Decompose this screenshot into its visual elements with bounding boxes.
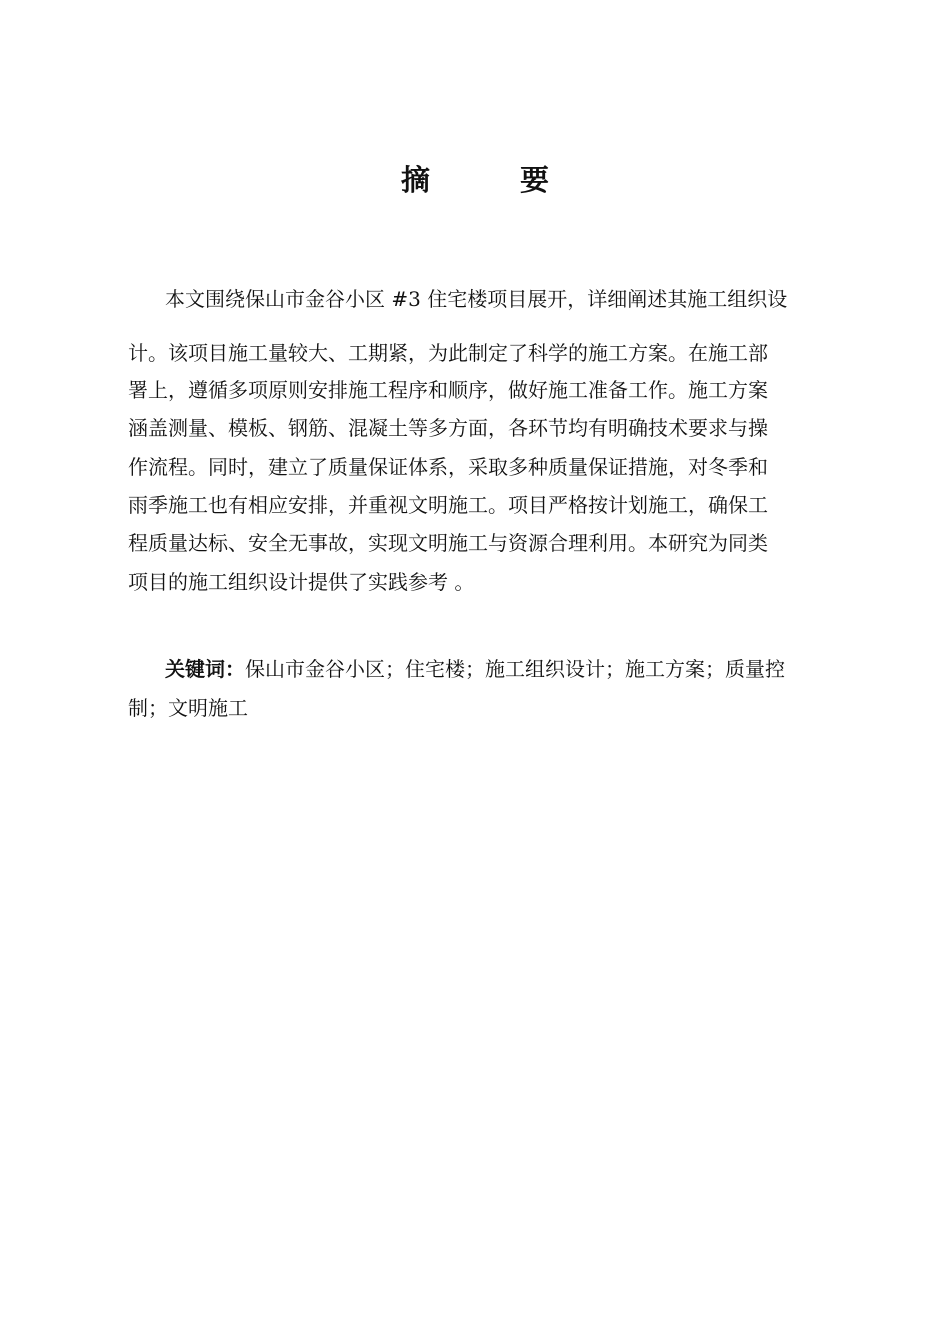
abstract-line: 本文围绕保山市金谷小区 #3 住宅楼项目展开，详细阐述其施工组织设 xyxy=(165,287,788,311)
keywords-list: 保山市金谷小区；住宅楼；施工组织设计；施工方案；质量控 xyxy=(245,657,785,681)
abstract-line: 雨季施工也有相应安排，并重视文明施工。项目严格按计划施工，确保工 xyxy=(128,493,768,517)
abstract-line: 程质量达标、安全无事故，实现文明施工与资源合理利用。本研究为同类 xyxy=(128,531,768,555)
abstract-line: 作流程。同时，建立了质量保证体系，采取多种质量保证措施，对冬季和 xyxy=(128,455,768,479)
keywords-line xyxy=(165,654,870,684)
abstract-line: 项目的施工组织设计提供了实践参考 。 xyxy=(128,570,475,594)
page-title: 摘 要 xyxy=(400,163,590,197)
abstract-line: 署上，遵循多项原则安排施工程序和顺序，做好施工准备工作。施工方案 xyxy=(128,378,768,402)
keywords-label: 关键词： xyxy=(165,657,245,681)
keywords-line-continued: 制；文明施工 xyxy=(128,696,248,720)
abstract-line: 计。该项目施工量较大、工期紧，为此制定了科学的施工方案。在施工部 xyxy=(128,341,768,365)
abstract-line: 涵盖测量、模板、钢筋、混凝土等多方面，各环节均有明确技术要求与操 xyxy=(128,416,768,440)
